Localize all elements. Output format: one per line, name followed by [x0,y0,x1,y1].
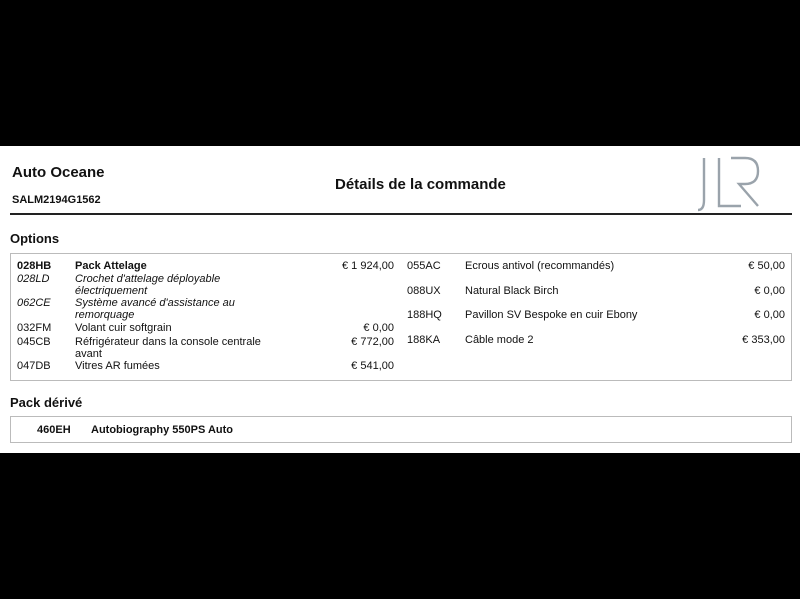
option-code: 188KA [407,334,441,346]
option-price: € 541,00 [351,360,394,372]
options-table [10,253,792,381]
pack-row [37,424,233,436]
option-desc: Natural Black Birch [465,285,559,297]
vin-number: SALM2194G1562 [12,194,101,206]
option-desc: Vitres AR fumées [75,360,160,372]
option-code: 055AC [407,260,441,272]
order-sheet [0,146,800,453]
option-price: € 0,00 [754,309,785,321]
option-code: 088UX [407,285,441,297]
jlr-logo [695,156,761,217]
option-price: € 0,00 [754,285,785,297]
page-title: Détails de la commande [335,176,506,193]
pack-heading: Pack dérivé [10,395,83,410]
option-code: 028HB [17,260,52,272]
option-desc: Réfrigérateur dans la console centrale avant [75,336,261,360]
option-desc: Pack Attelage [75,260,147,272]
option-code: 188HQ [407,309,442,321]
option-price: € 50,00 [748,260,785,272]
option-price: € 353,00 [742,334,785,346]
option-desc: Système avancé d'assistance au remorquage [75,297,235,321]
option-price: € 772,00 [351,336,394,348]
option-code: 032FM [17,322,52,334]
option-code: 062CE [17,297,51,309]
option-desc: Volant cuir softgrain [75,322,172,334]
option-code: 045CB [17,336,51,348]
option-price: € 0,00 [363,322,394,334]
option-desc: Ecrous antivol (recommandés) [465,260,615,272]
option-desc: Pavillon SV Bespoke en cuir Ebony [465,309,638,321]
option-desc: Câble mode 2 [465,334,534,346]
pack-desc: Autobiography 550PS Auto [91,424,233,436]
dealer-name: Auto Oceane [12,164,105,181]
option-price: € 1 924,00 [342,260,394,272]
pack-code: 460EH [37,424,71,436]
options-heading: Options [10,231,60,246]
header-divider [10,213,792,215]
option-code: 047DB [17,360,51,372]
pack-table [10,416,792,443]
option-desc: Crochet d'attelage déployable électriquement [75,273,221,297]
option-code: 028LD [17,273,50,285]
